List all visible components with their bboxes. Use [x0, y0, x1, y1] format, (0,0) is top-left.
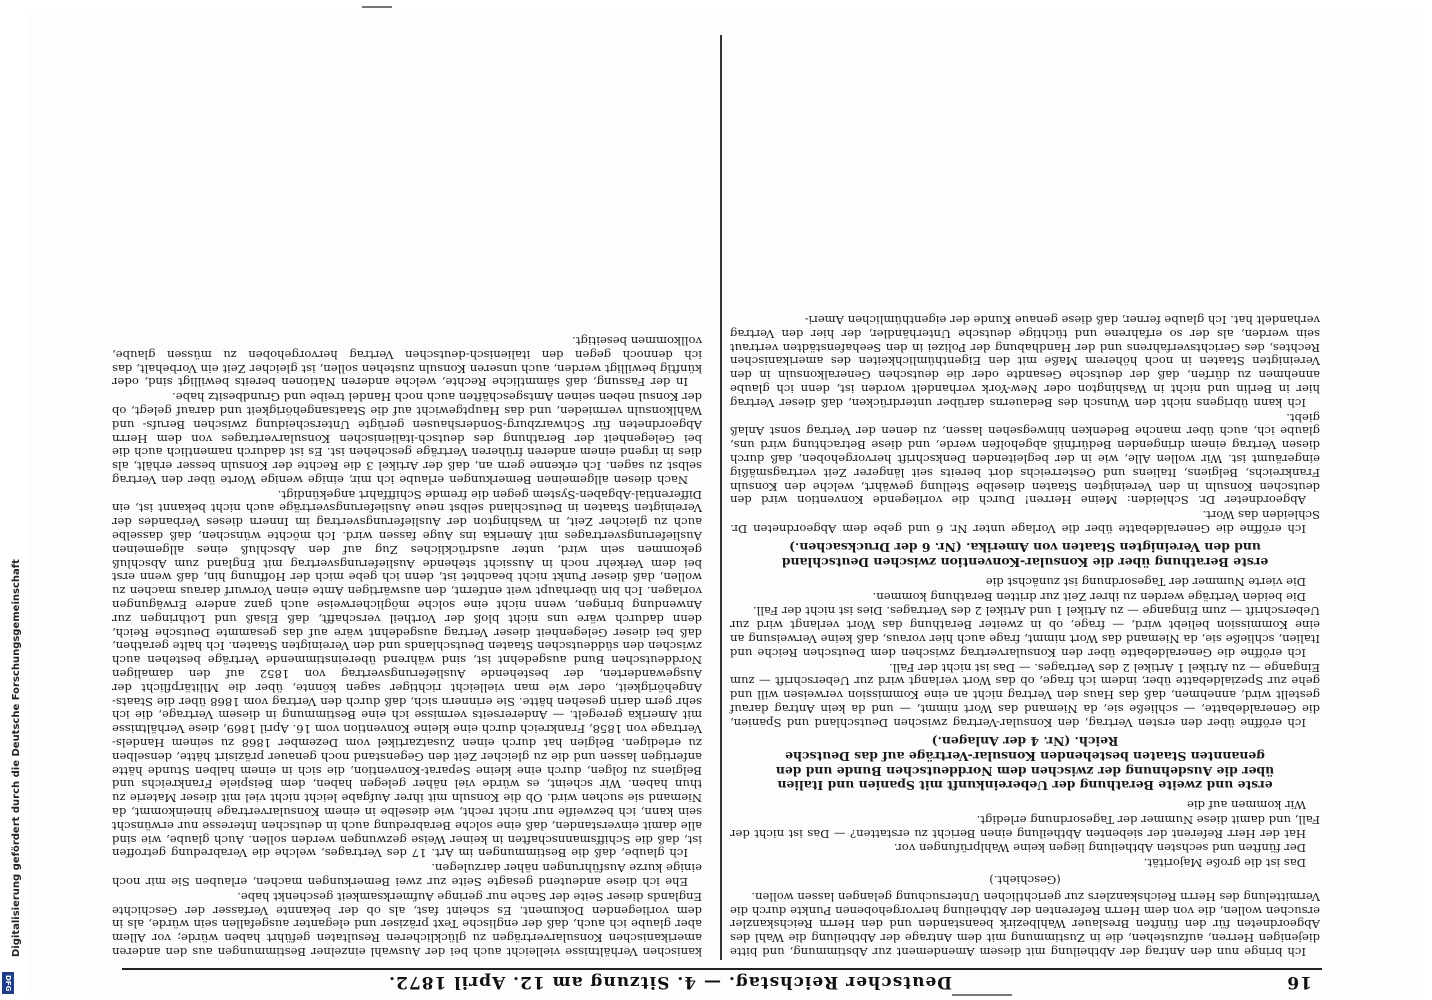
paragraph: Abgeordneter Dr. Schleiden: Meine Herren! Durch die vorliegende Konvention wird den deutschen Konsuln in den Vereinigten Staaten dieselbe Stellung gewährt, welche den Konsuln Frankreichs, Belgiens, Italiens und Oesterreichs dort bereits seit längerer Zeit vertragsmäßig eingeräumt ist. Wir wollen Alle, wie in der begleitenden Denkschrift hervorgehoben, daß durch diesen Vertrag einem dringenden Bedürfniß abgeholfen werde, und diese Betrachtung wird uns, glaube ich, auch über manche Bedenken hinwegsehen lassen, zu denen der Vertrag sonst Anlaß giebt.: [730, 410, 1320, 508]
text-column-left: [730, 311, 1320, 958]
column-divider: [720, 35, 722, 960]
dfg-logo-icon: DFG: [2, 972, 14, 994]
paragraph: Der fünften und sechsten Abtheilung liegen keine Wahlprüfungen vor.: [893, 841, 1306, 856]
paragraph: kanischen Verhältnisse vielleicht auch bei der Auswahl einzelner Bestimmungen aus den anderen amerikanischen Konsularverträgen zu glücklicheren Resultaten geführt haben würde; vor Allem aber glaube ich auch, daß der englische Text präziser und eleganter ausgefallen sein würde, als in dem vorliegenden Dokument. Es scheint fast, als ob der bekannte Verfasser der Geschichte Englands dieser Seite der Sache nur geringe Aufmerksamkeit geschenkt habe.: [112, 889, 702, 959]
paragraph: Ehe ich diese andeutend gesagte Seite zur zwei Bemerkungen machen, erlauben Sie mir noch einige kurze Ausführungen näher darzulegen.: [112, 861, 702, 890]
header-rule: [122, 968, 1322, 970]
paragraph: Ich bringe nun den Antrag der Abtheilung mit diesem Amendement zur Abstimmung, und bitte diejenigen Herren, aufzustehen, die in Zustimmung mit dem Antrage der Abtheilung die Wahl des Abgeordneten für den fünften Breslauer Wahlbezirk beanstanden und den Herrn Reichskanzler ersuchen wollen, die von dem Herrn Referenten der Abtheilung hervorgehobenen Punkte durch die Vermittelung des Herrn Reichskanzlers zur gerichtlichen Untersuchung gelangen lassen wollen.: [730, 889, 1320, 959]
paragraph: Nach diesen allgemeinen Bemerkungen erlaube ich mir, einige wenige Worte über den Vertrag selbst zu sagen. Ich erkenne gern an, daß der Artikel 3 die Rechte der Konsuln besser erhält, als dies in irgend einem anderen früheren Verträge geschehen ist. Es ist dadurch namentlich auch die bei Gelegenheit der Berathung des deutsch-italienischen Konsularvertrages von dem Herrn Abgeordneten für Schwarzburg-Sondershausen gerügte Unterscheidung zwischen Berufs- und Wahlkonsuln vermieden, und das Hauptgewicht auf die Staatsangehörigkeit und darauf gelegt, ob der Konsul neben seinen Amtsgeschäften auch noch Handel treibe und Grundbesitz habe.: [112, 390, 702, 487]
paragraph: Ich eröffne die Generaldebatte über den Konsularvertrag zwischen dem Deutschen Reiche und Italien, schließe sie, da Niemand das Wort nimmt, frage auch hier voraus, daß keine Verweisung an eine Kommission beliebt wird, — frage, ob in zweiter Berathung das Wort verlangt wird zur Ueberschrift — zum Eingange — zu Artikel 1 und Artikel 2 des Vertrages. Dies ist nicht der Fall.: [730, 604, 1320, 660]
scan-artifact: [952, 994, 1012, 996]
paragraph: Ich glaube, daß die Bestimmungen im Art. 17 des Vertrages, welche die Verabredung getroffen ist, daß die Schiffsmannschaften in keiner Weise gezwungen werden sollen. Auch glaube, wie sind alle damit einverstanden, daß eine solche Berabredung auch in deutschen Interesse nur erwünscht sein kann, ich bezweifle nur nicht recht, wie dieselbe in einem Konsularvertrage hineinkommt, da Niemand sie suchen wird. Ob die Konsuln mit ihrer Aufgabe leicht nicht viel mit dieser Materie zu thun haben. Wir scheint, es würde viel näher gelegen haben, dem Beispiele Frankreichs und Belgiens zu folgen, durch eine kleine Separat-Konvention, die sich in einem halben Stunde hätte anfertigen lassen und die zu gleicher Zeit den Gegenstand noch genauer präzisirt hätte, denselben zu erledigen. Belgien hat durch einen Zusatzartikel vom Dezember 1868 zu seinem Handels-Vertrage von 1858, Frankreich durch eine kleine Konvention vom 16. April 1869, diese Verhältnisse mit Amerika geregelt. — Andererseits vermisse ich eine Bestimmung in diesem Vertrage, die ich sehr gern darin gesehen hätte. Sie erinnern sich, daß durch den Vertrag vom 1868 über die Staats-Angehörigkeit, oder wie man vielleicht richtiger sagen könnte, über die Militärpflicht der Ausgewanderten, der bestehende Auslieferungsvertrag von 1852 auf den damaligen Norddeutschen Bund ausgedehnt ist, sind während übereinstimmende Verträge bestehen auch zwischen den süddeutschen Staaten Deutschlands und den Vereinigten Staaten. Ich halte gerathen, daß bei dieser Gelegenheit dieser Vertrag ausgedehnt wäre auf das gesammte Deutsche Reich, denn dadurch wäre uns nicht bloß der Vortheil verschafft, daß Elsaß und Lothringen zur Anwendung bringen, wenn nicht eine solche möglicherweise auch ganz andere Erwägungen vorlagen. Ich bin überhaupt weit entfernt, den auswärtigen Amte einen Vorwurf daraus machen zu wollen, daß dieser Punkt nicht beachtet ist, denn ich gebe mich der Hoffnung hin, daß wenn erst bei dem Verkehr noch in Aussicht stehende Auslieferungsvertrag mit England zum Abschluß gekommen sein wird, unter ausdrückliches Zug auf den Abschluß eines allgemeinen Auslieferungsvertrages mit Amerika ins Auge fassen wird. Ich möchte wünschen, daß dasselbe auch zu gleicher Zeit, in Washington der Auslieferungsvertrag im Innern dieses Verbandes der Vereinigten Staaten in Deutschland selbst neue Auslieferungsverträge auch nicht bekannt ist, ein Differential-Abgaben-System gegen die fremde Schifffahrt angekündigt.: [112, 487, 702, 861]
text-column-right: [112, 332, 702, 958]
paragraph: Hat der Herr Referent der siebenten Abtheilung einen Bericht zu erstatten? — Das ist nicht der Fall, und damit diese Nummer der Tagesordnung erledigt.: [730, 812, 1320, 841]
running-head: [132, 968, 1312, 992]
paragraph: Wir kommen auf die: [1187, 798, 1306, 813]
paragraph: (Geschieht.): [989, 873, 1061, 888]
digitization-credit: Digitalisierung gefördert durch die Deutsche Forschungsgemeinschaft: [11, 559, 22, 957]
section-heading: erste Berathung über die Konsular-Konvention zwischen Deutschland und den Vereinigten Staaten von Amerika. (Nr. 6 der Drucksachen.): [781, 540, 1269, 571]
paragraph: Die vierte Nummer der Tagesordnung ist zunächst die: [985, 574, 1306, 589]
paragraph: Ich eröffne über den ersten Vertrag, den Konsular-Vertrag zwischen Deutschland und Spanien, die Generaldebatte, — schließe sie, da Niemand das Wort nimmt, — und da kein Antrag darauf gestellt wird, annehmen, daß das Haus den Vertrag nicht an eine Kommission verweisen will und gehe zur Spezialdebatte über, indem ich frage, ob das Wort verlangt wird zur Ueberschrift — zum Eingange — zu Artikel 1 Artikel 2 des Vertrages. — Das ist nicht der Fall.: [730, 660, 1320, 730]
section-heading: erste und zweite Berathung der Uebereinkunft mit Spanien und Italien über die Ausdehnung der zwischen dem Norddeutschen Bunde und den genannten Staaten bestehenden Konsular-Verträge auf das Deutsche Reich. (Nr. 4 der Anlagen.): [775, 734, 1275, 794]
page-title: Deutscher Reichstag. — 4. Sitzung am 12. April 1872.: [388, 972, 952, 992]
scan-artifact: [362, 6, 392, 8]
paragraph: Die beiden Verträge werden zu ihrer Zeit zur dritten Berathung kommen.: [872, 589, 1306, 604]
paragraph: Ich kann übrigens nicht den Wunsch des Bedauerns darüber unterdrücken, daß dieser Vertrag hier in Berlin und nicht in Washington oder New-York verhandelt worden ist, denn ich glaube annehmen zu dürfen, daß der deutsche Gesandte oder die deutschen Generalkonsuln in den Vereinigten Staaten in noch höherem Maße mit den Eigenthümlichkeiten des amerikanischen Rechtes, des Gerichtsverfahrens und der Handhabung der Polizei in den Seehafenstädten vertraut sein werden, als der so erfahrene und tüchtige deutsche Unterhändler, der hier den Vertrag verhandelt hat. Ich glaube ferner, daß diese genaue Kunde der eigenthümlichen Ameri-: [730, 312, 1320, 410]
paragraph: In der Fassung, daß sämmtliche Rechte, welche anderen Nationen bereits bewilligt sind, oder künftig bewilligt werden, auch unseren Konsuln zustehen sollen, ist gleicher Zeit ein Vorbehalt, das ich dennoch gegen den italienisch-deutschen Vertrag hervorgehoben zu müssen glaube, vollkommen beseitigt.: [112, 333, 702, 390]
paragraph: Ich eröffne die Generaldebatte über die Vorlage unter Nr. 6 und gebe dem Abgeordneten Dr. Schleiden das Wort.: [730, 508, 1320, 536]
page-number: 16: [1286, 972, 1312, 992]
paragraph: Das ist die große Majorität.: [1143, 856, 1306, 871]
